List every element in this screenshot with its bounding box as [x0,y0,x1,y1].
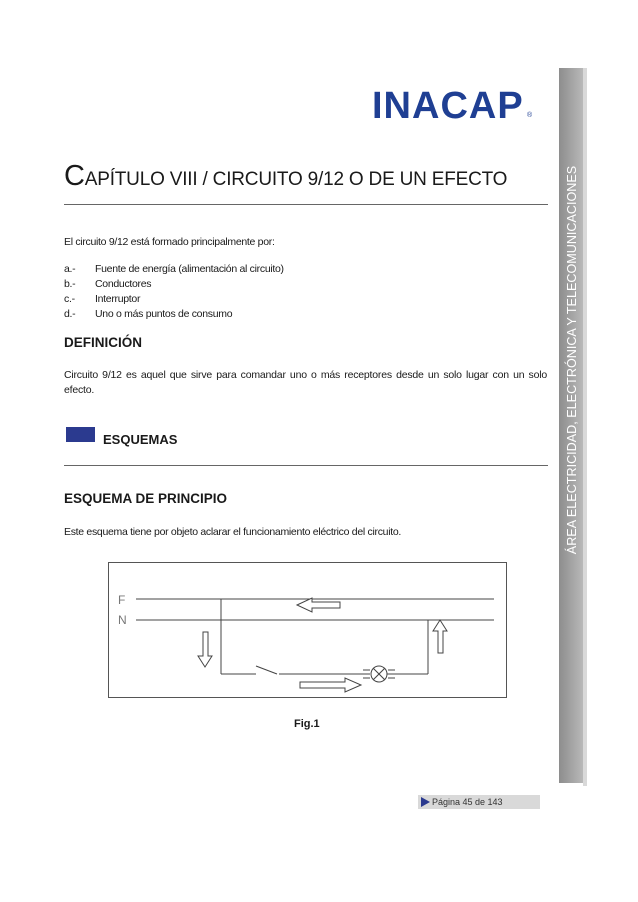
chapter-divider [64,204,548,205]
list-letter: a.- [64,263,76,275]
list-text: Interruptor [95,293,141,305]
neutral-label: N [118,613,127,627]
list-text: Uno o más puntos de consumo [95,308,233,320]
list-letter: b.- [64,278,76,290]
inacap-logo: INACAP [372,85,524,127]
definition-heading: DEFINICIÓN [64,335,143,350]
list-text: Fuente de energía (alimentación al circuito) [95,263,284,275]
schemes-divider [64,465,548,466]
chapter-title [64,160,507,193]
list-letter: c.- [64,293,75,305]
section-marker [66,427,95,442]
side-banner-shadow [583,68,587,786]
footer-arrow-icon [421,797,430,807]
registered-mark: ® [527,112,533,119]
list-letter: d.- [64,308,76,320]
definition-text: Circuito 9/12 es aquel que sirve para comandar uno o más receptores desde un solo lugar con un solo efecto. [64,369,547,396]
page-number: Página 45 de 143 [432,797,503,807]
chapter-initial: C [64,160,85,192]
phase-label: F [118,593,126,607]
principle-text: Este esquema tiene por objeto aclarar el funcionamiento eléctrico del circuito. [64,526,401,538]
side-banner-text: ÁREA ELECTRICIDAD, ELECTRÓNICA Y TELECOMUNICACIONES [565,165,579,555]
chapter-title-rest: APÍTULO VIII / CIRCUITO 9/12 O DE UN EFECTO [84,169,508,190]
figure-caption: Fig.1 [294,718,320,730]
principle-heading: ESQUEMA DE PRINCIPIO [64,491,228,506]
circuit-diagram-frame [108,562,507,698]
intro-text: El circuito 9/12 está formado principalmente por: [64,236,275,248]
list-text: Conductores [95,278,152,290]
schemes-title: ESQUEMAS [103,432,178,447]
